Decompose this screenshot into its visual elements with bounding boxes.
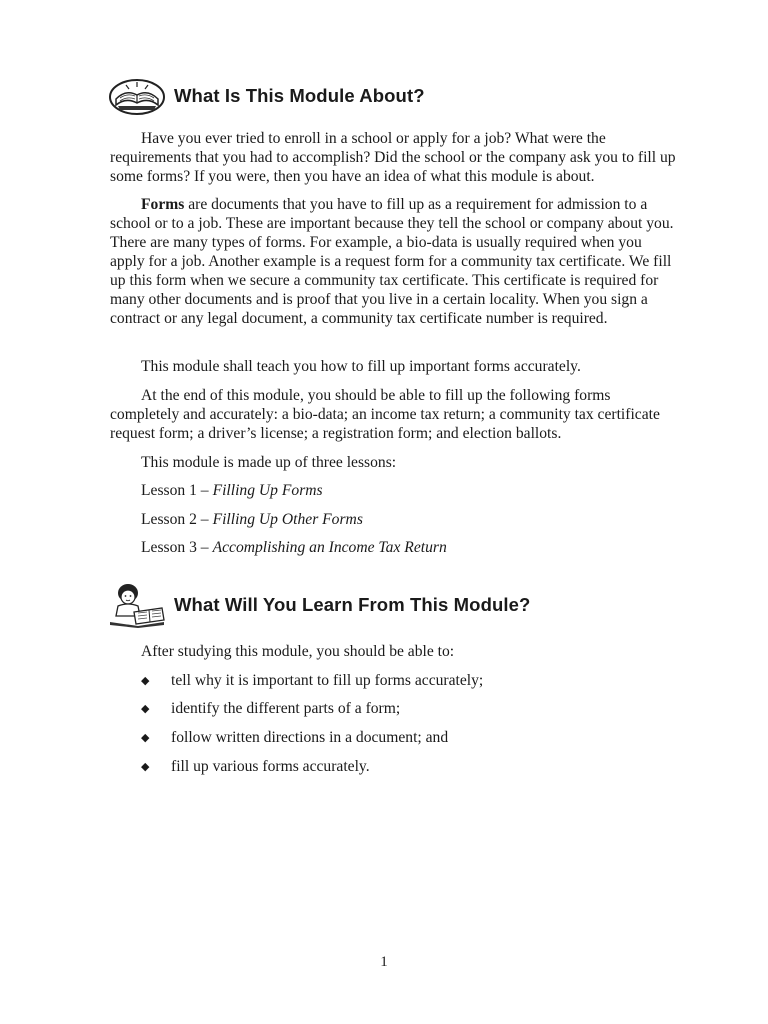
open-book-icon (108, 75, 166, 117)
lesson-item-1 (141, 481, 323, 500)
lesson-label: Lesson 1 – (141, 482, 209, 499)
diamond-bullet-icon: ◆ (141, 761, 150, 773)
list-item (141, 671, 483, 691)
page-number: 1 (380, 954, 388, 970)
section-heading-title: What Is This Module About? (174, 85, 425, 106)
section-heading-learn (108, 582, 530, 628)
paragraph-body: are documents that you have to fill up as a requirement for admission to a school or to a job. These are important because they tell the school or company about you. There are many types of forms. For example, a bio-data is usually required when you apply for a job. Another example is a request form for a community tax certificate. We fill up this form when we secure a community tax certificate. This certificate is required for many other documents and is proof that you live in a certain locality. When you sign a contract or any legal document, a community tax certificate number is required. (110, 196, 674, 327)
objectives-paragraph (110, 386, 678, 443)
lesson-item-3 (141, 538, 447, 557)
list-item (141, 699, 400, 719)
intro-paragraph (110, 129, 678, 186)
forms-paragraph (110, 195, 678, 328)
student-reading-icon (108, 582, 166, 628)
paragraph-text: After studying this module, you should be able to: (141, 643, 455, 660)
lesson-item-2 (141, 510, 363, 529)
paragraph-text: Have you ever tried to enroll in a school or apply for a job? What were the requirements that you had to accomplish? Did the school or the company ask you to fill up some forms? If you were, then you have an idea of what this module is about. (110, 130, 676, 185)
lesson-title: Filling Up Forms (212, 482, 323, 499)
lesson-title: Filling Up Other Forms (212, 511, 363, 528)
module-purpose-paragraph (110, 357, 678, 376)
lessons-intro-paragraph (110, 453, 678, 472)
diamond-bullet-icon: ◆ (141, 732, 150, 744)
diamond-bullet-icon: ◆ (141, 675, 150, 687)
forms-term: Forms (141, 196, 185, 213)
paragraph-text: At the end of this module, you should be able to fill up the following forms completely and accurately: a bio-data; an income tax return; a community tax certificate request form; a driver’s license; a registration form; and election ballots. (110, 387, 660, 442)
list-item-text: fill up various forms accurately. (171, 758, 370, 775)
list-item-text: follow written directions in a document; and (171, 729, 449, 746)
paragraph-text: This module is made up of three lessons: (141, 454, 397, 471)
list-item-text: identify the different parts of a form; (171, 700, 401, 717)
paragraph-text: This module shall teach you how to fill up important forms accurately. (141, 358, 581, 375)
list-item (141, 728, 448, 748)
lesson-label: Lesson 2 – (141, 511, 209, 528)
list-item-text: tell why it is important to fill up forms accurately; (171, 672, 484, 689)
lesson-label: Lesson 3 – (141, 539, 209, 556)
diamond-bullet-icon: ◆ (141, 703, 150, 715)
paragraph-text (110, 195, 678, 328)
lesson-title: Accomplishing an Income Tax Return (212, 539, 447, 556)
section-heading-title: What Will You Learn From This Module? (174, 594, 531, 615)
learn-intro-paragraph (110, 642, 678, 661)
list-item (141, 757, 370, 777)
section-heading-module-about (108, 75, 425, 117)
